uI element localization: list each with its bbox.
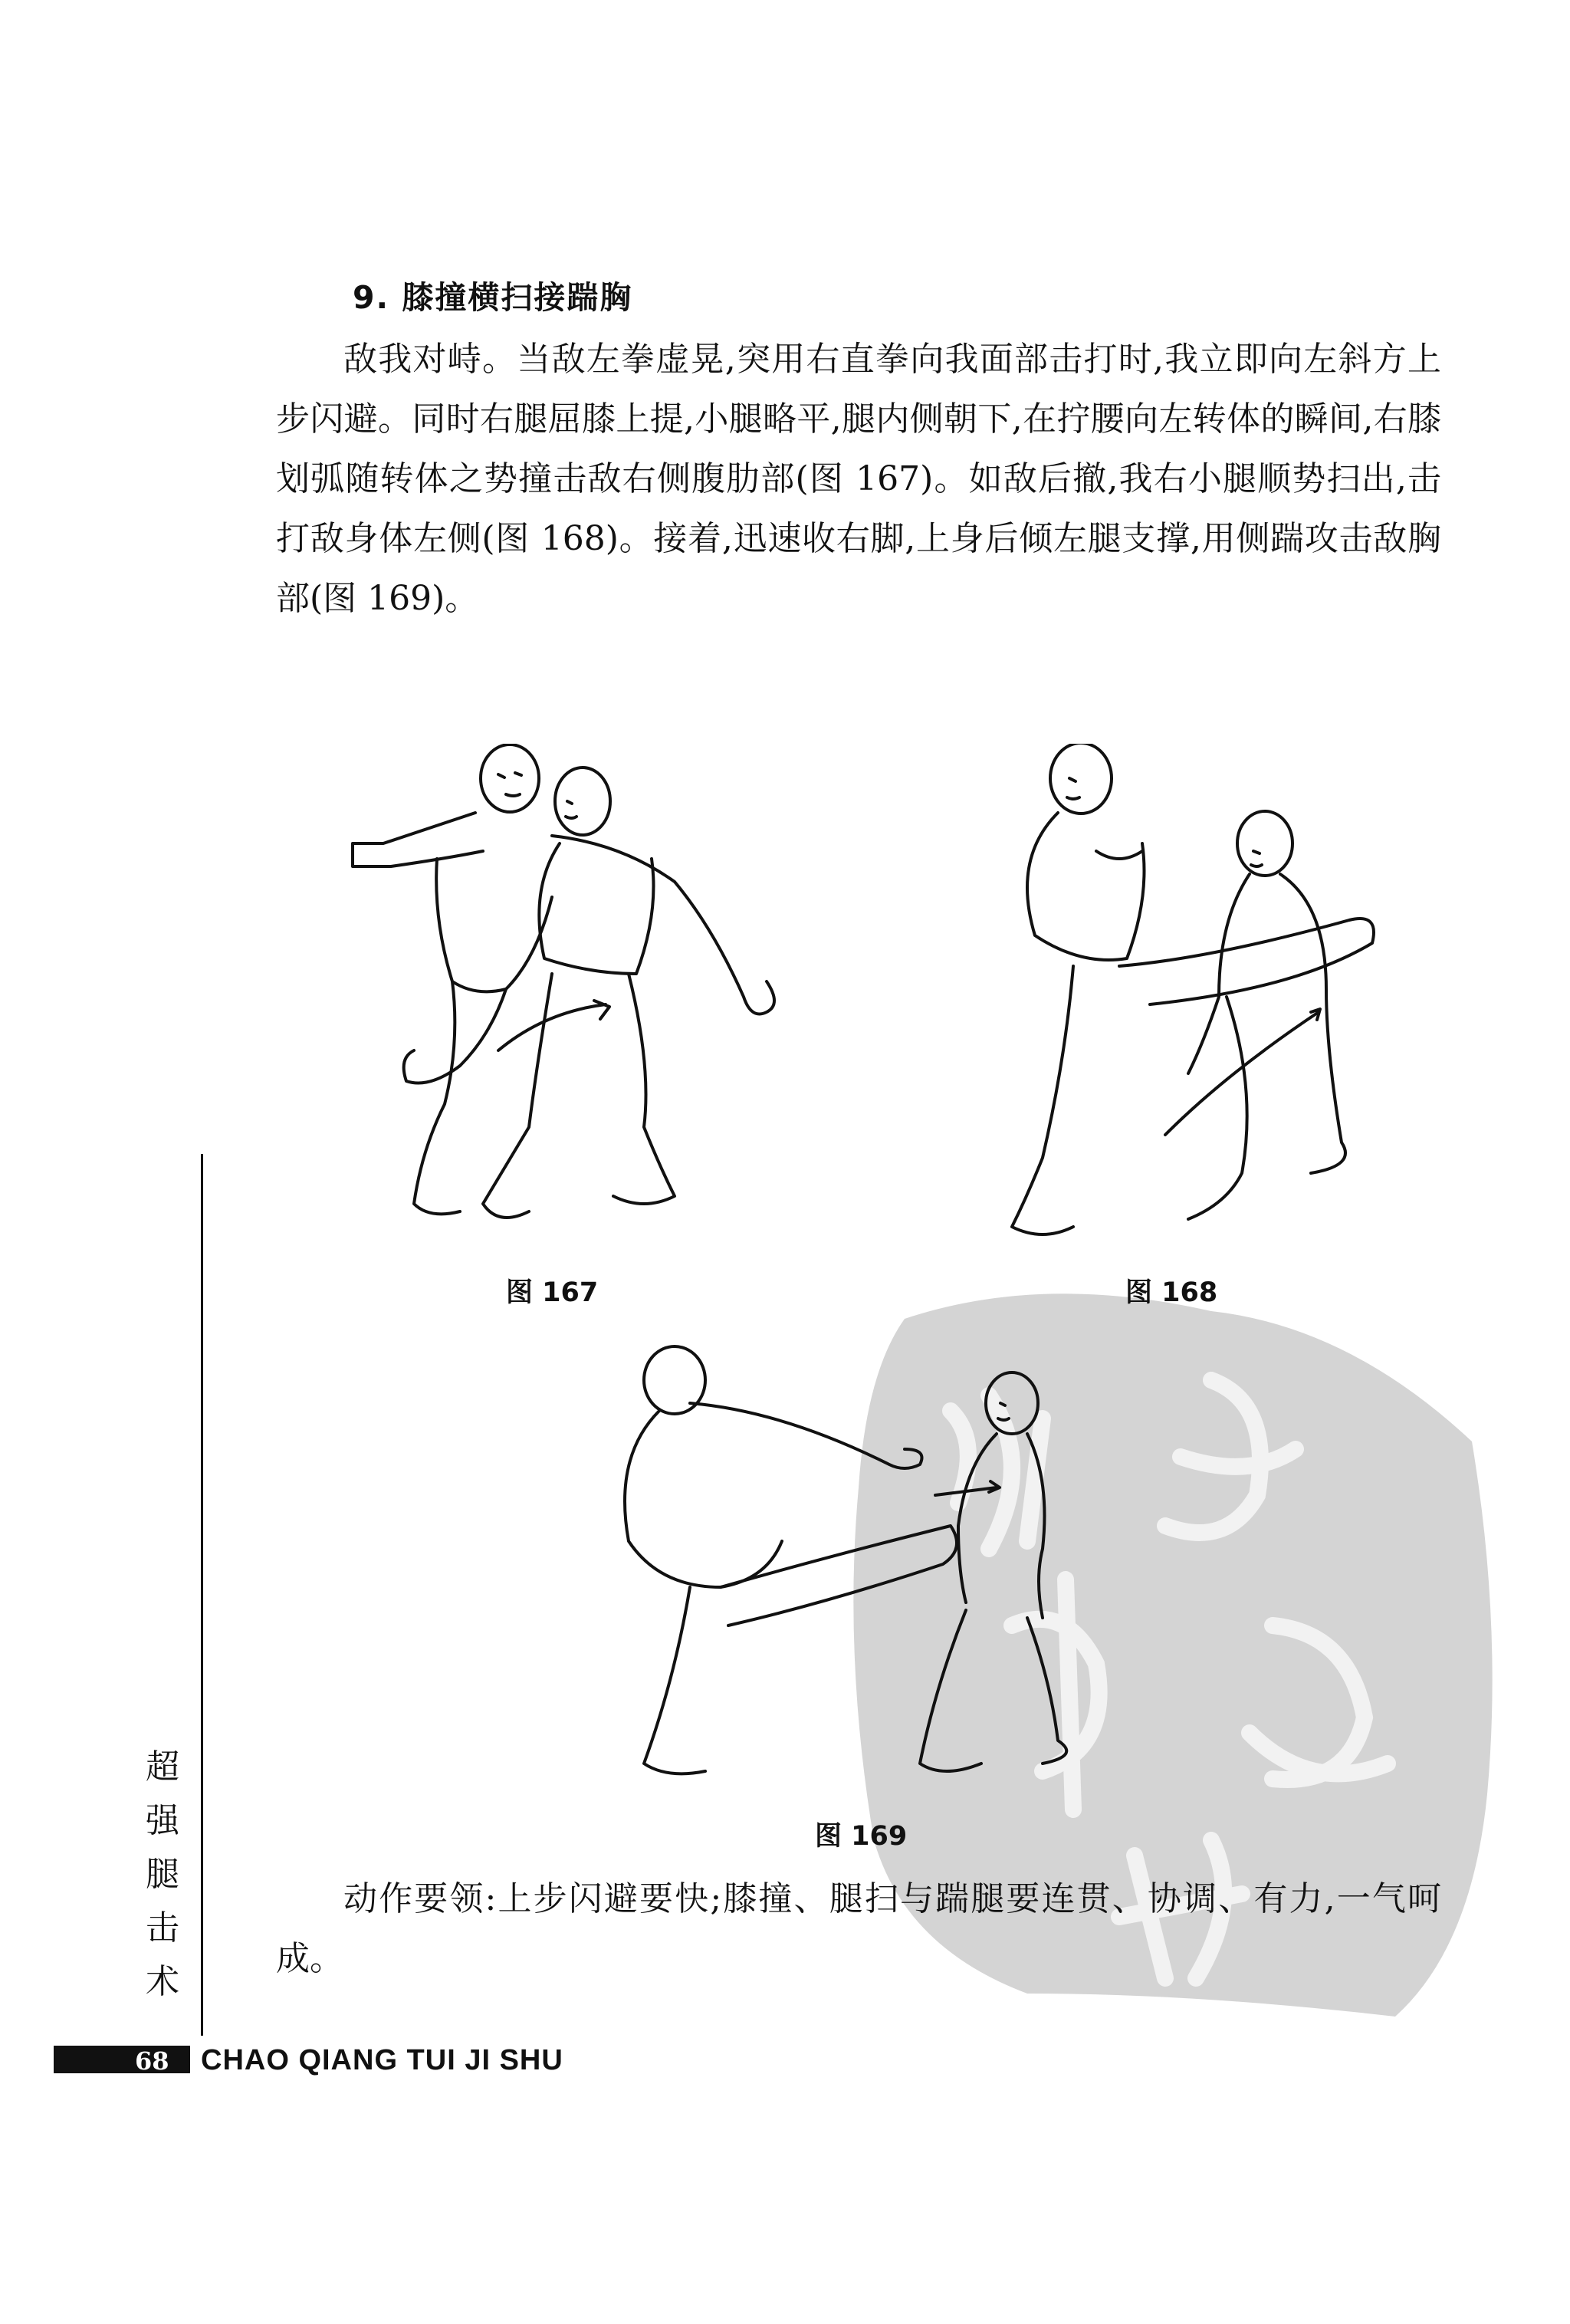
side-title-char: 超 <box>146 1747 179 1787</box>
figure-167-caption: 图 167 <box>506 1277 599 1308</box>
key-points-paragraph: 动作要领:上步闪避要快;膝撞、腿扫与踹腿要连贯、协调、有力,一气呵成。 <box>276 1879 1441 1978</box>
body-paragraph: 敌我对峙。当敌左拳虚晃,突用右直拳向我面部击打时,我立即向左斜方上步闪避。同时右腿屈膝上提,小腿略平,腿内侧朝下,在拧腰向左转体的瞬间,右膝划弧随转体之势撞击敌右侧腹肋部(图 167)。如敌后撤,我右小腿顺势扫出,击打敌身体左侧(图 168)。接着,迅速收右脚,上身后倾左腿支撑,用侧踹攻击敌胸部(图 169)。 <box>276 340 1441 618</box>
page-number: 68 <box>135 2046 169 2076</box>
figure-169-caption: 图 169 <box>815 1821 908 1852</box>
running-title: CHAO QIANG TUI JI SHU <box>201 2044 563 2076</box>
footer-bar <box>54 2046 190 2073</box>
section-heading: 9. 膝撞横扫接踹胸 <box>353 279 633 316</box>
side-title-char: 术 <box>146 1962 179 2001</box>
side-rule <box>201 1154 203 2036</box>
figure-169-illustration <box>613 1342 1089 1802</box>
side-title-char: 腿 <box>146 1855 179 1894</box>
side-title-char: 强 <box>146 1801 179 1840</box>
figure-168-illustration <box>974 744 1403 1250</box>
side-title-char: 击 <box>146 1908 179 1948</box>
figure-168-caption: 图 168 <box>1125 1277 1218 1308</box>
figure-167-illustration <box>322 744 797 1250</box>
side-book-title <box>144 1741 181 2009</box>
